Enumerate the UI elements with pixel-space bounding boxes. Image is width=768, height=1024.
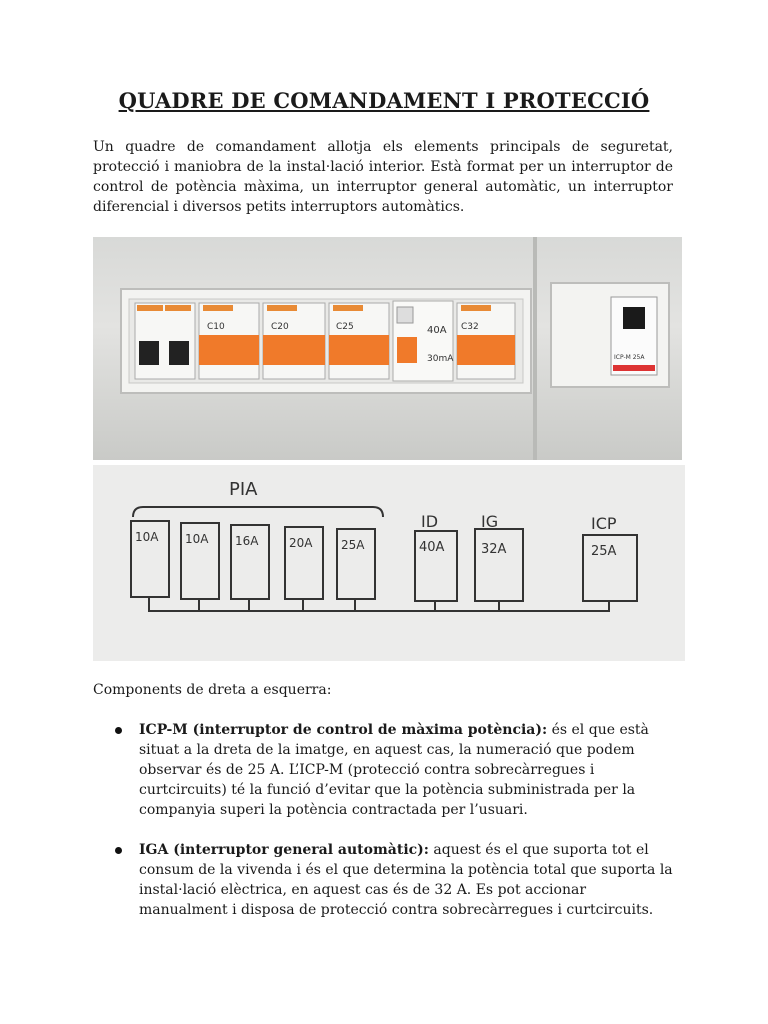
breaker-label-1: C10 (207, 322, 225, 332)
diff-sensitivity: 30mA (427, 354, 454, 364)
panel-photo (93, 237, 682, 460)
panel-sketch (93, 465, 685, 661)
sketch-pia-3: 16A (235, 534, 259, 548)
list-item (93, 840, 673, 920)
sketch-pia-4: 20A (289, 536, 313, 550)
item-text: és el que està situat a la dreta de la imatge, en aquest cas, la numeració que podem observar és de 25 A. L’ICP-M (protecció contra sobrecàrregues i curtcircuits) té la funció d’evitar que la potència subministrada per la companyia superi la potència contractada per l’usuari. (139, 722, 649, 818)
list-item (93, 720, 673, 820)
sketch-pia-1: 10A (135, 530, 159, 544)
icp-photo-label: ICP-M 25A (614, 354, 645, 361)
item-term: IGA (interruptor general automàtic): (139, 842, 429, 858)
breaker-label-4: C32 (461, 322, 479, 332)
sketch-icp-value: 25A (591, 544, 617, 559)
sketch-icp-label: ICP (591, 514, 617, 533)
sketch-ig-label: IG (481, 512, 499, 531)
breaker-label-3: C25 (336, 322, 354, 332)
breaker-label-2: C20 (271, 322, 289, 332)
bullet-icon (115, 847, 122, 854)
sketch-pia-label: PIA (229, 479, 258, 500)
sketch-id-label: ID (421, 512, 439, 531)
sketch-pia-2: 10A (185, 532, 209, 546)
diff-rating: 40A (427, 325, 447, 336)
page-title: QUADRE DE COMANDAMENT I PROTECCIÓ (118, 88, 650, 113)
components-heading: Components de dreta a esquerra: (93, 682, 332, 698)
item-text: aquest és el que suporta tot el consum de la vivenda i és el que determina la potència total que suporta la instal·lació elèctrica, en aquest cas és de 32 A. Es pot accionar manualment i disposa de protecció contra sobrecàrregues i curtcircuits. (139, 842, 673, 918)
sketch-pia-5: 25A (341, 538, 365, 552)
item-term: ICP-M (interruptor de control de màxima potència): (139, 722, 548, 738)
sketch-id-value: 40A (419, 540, 445, 555)
components-list (93, 720, 673, 940)
intro-paragraph: Un quadre de comandament allotja els elements principals de seguretat, protecció i maniobra de la instal·lació interior. Està format per un interruptor de control de potència màxima, un interruptor general automàtic, un interruptor diferencial i diversos petits interruptors automàtics. (93, 139, 673, 215)
sketch-ig-value: 32A (481, 542, 507, 557)
bullet-icon (115, 727, 122, 734)
